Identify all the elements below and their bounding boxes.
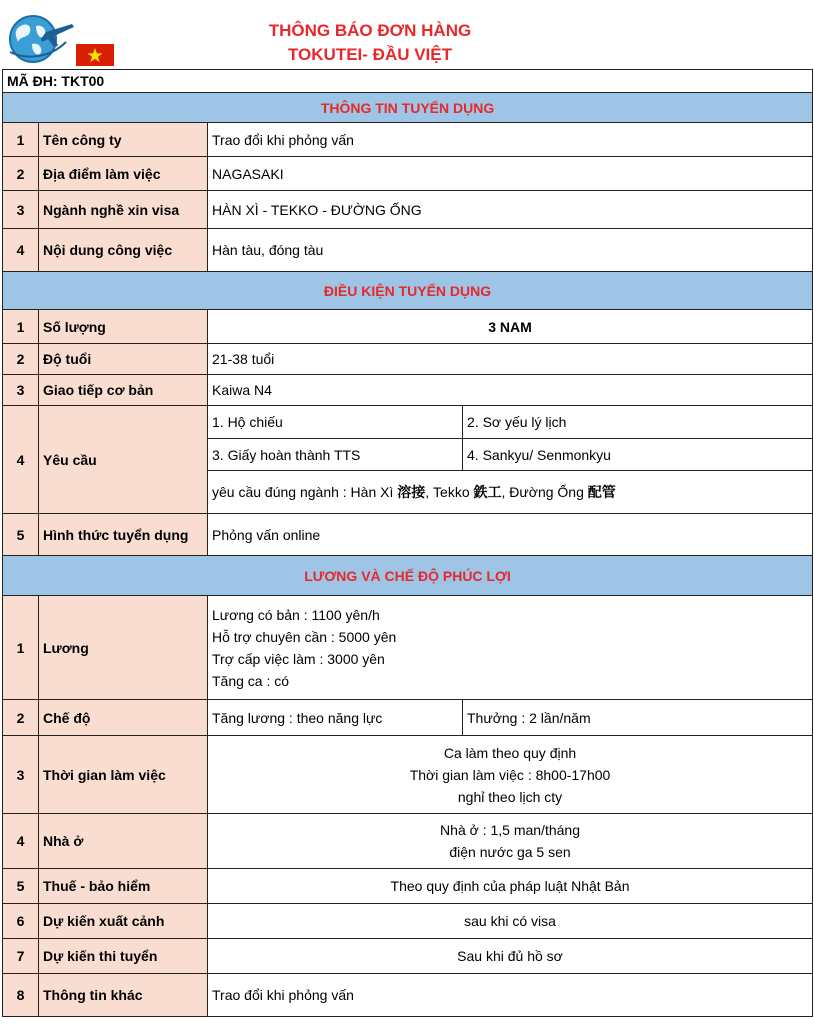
row-number: 2 bbox=[3, 700, 39, 736]
vietnam-flag-icon bbox=[76, 44, 114, 66]
row-value: Trao đổi khi phỏng vấn bbox=[208, 974, 813, 1017]
requirement-text: 溶接 bbox=[397, 485, 426, 501]
row-number: 5 bbox=[3, 514, 39, 556]
order-code: MÃ ĐH: TKT00 bbox=[3, 70, 813, 93]
salary-line: Tăng ca : có bbox=[212, 672, 290, 689]
row-label: Yêu cầu bbox=[39, 406, 208, 514]
housing-line: điện nước ga 5 sen bbox=[449, 844, 571, 860]
section-header-recruitment-info bbox=[3, 93, 813, 123]
worktime-line: nghỉ theo lịch cty bbox=[457, 788, 563, 805]
requirement-item: 1. Hộ chiếu bbox=[208, 406, 463, 439]
row-number: 5 bbox=[3, 869, 39, 904]
table-row bbox=[3, 344, 813, 375]
order-table bbox=[2, 69, 813, 1017]
row-label: Độ tuổi bbox=[39, 344, 208, 375]
table-row bbox=[3, 736, 813, 814]
row-label: Thông tin khác bbox=[39, 974, 208, 1017]
row-number: 2 bbox=[3, 344, 39, 375]
requirement-item: 3. Giấy hoàn thành TTS bbox=[208, 439, 463, 471]
table-row bbox=[3, 700, 813, 736]
salary-line: Trợ cấp việc làm : 3000 yên bbox=[212, 650, 385, 667]
table-row bbox=[3, 406, 813, 439]
row-number: 1 bbox=[3, 123, 39, 157]
row-label: Ngành nghề xin visa bbox=[39, 191, 208, 229]
row-value: NAGASAKI bbox=[208, 157, 813, 191]
requirement-text: , Tekko bbox=[425, 484, 474, 500]
row-number: 4 bbox=[3, 406, 39, 514]
row-number: 2 bbox=[3, 157, 39, 191]
row-number: 1 bbox=[3, 596, 39, 700]
row-number: 4 bbox=[3, 229, 39, 272]
salary-line: Lương có bản : 1100 yên/h bbox=[212, 606, 380, 623]
globe-airplane-icon bbox=[6, 12, 76, 64]
table-row bbox=[3, 191, 813, 229]
row-value: Hàn tàu, đóng tàu bbox=[208, 229, 813, 272]
row-value: HÀN XÌ - TEKKO - ĐƯỜNG ỐNG bbox=[208, 191, 813, 229]
row-value: 21-38 tuổi bbox=[208, 344, 813, 375]
worktime-line: Thời gian làm việc : 8h00-17h00 bbox=[409, 766, 611, 783]
row-label: Dự kiến thi tuyển bbox=[39, 939, 208, 974]
table-row bbox=[3, 310, 813, 344]
row-value bbox=[208, 814, 813, 869]
requirement-item bbox=[208, 471, 813, 514]
row-label: Tên công ty bbox=[39, 123, 208, 157]
row-label: Dự kiến xuất cảnh bbox=[39, 904, 208, 939]
row-value: Kaiwa N4 bbox=[208, 375, 813, 406]
row-value: Thưởng : 2 lần/năm bbox=[463, 700, 813, 736]
section-header-recruitment-conditions bbox=[3, 272, 813, 310]
table-row bbox=[3, 514, 813, 556]
section-title: THÔNG TIN TUYỂN DỤNG bbox=[3, 93, 813, 123]
row-value: Theo quy định của pháp luật Nhật Bản bbox=[208, 869, 813, 904]
row-label: Hình thức tuyển dụng bbox=[39, 514, 208, 556]
housing-line: Nhà ở : 1,5 man/tháng bbox=[440, 822, 580, 838]
row-value: Sau khi đủ hồ sơ bbox=[208, 939, 813, 974]
requirement-text: 配管 bbox=[587, 485, 616, 501]
row-value: Trao đổi khi phỏng vấn bbox=[208, 123, 813, 157]
requirement-item: 2. Sơ yếu lý lịch bbox=[463, 406, 813, 439]
document-header bbox=[0, 0, 814, 68]
row-label: Thuế - bảo hiểm bbox=[39, 869, 208, 904]
table-row bbox=[3, 974, 813, 1017]
table-row bbox=[3, 596, 813, 700]
row-label: Lương bbox=[39, 596, 208, 700]
row-label: Địa điểm làm việc bbox=[39, 157, 208, 191]
requirement-text: yêu cầu đúng ngành : Hàn Xì bbox=[212, 484, 398, 500]
salary-line: Hỗ trợ chuyên cần : 5000 yên bbox=[212, 628, 397, 645]
row-value: 3 NAM bbox=[208, 310, 813, 344]
document-subtitle: TOKUTEI- ĐẦU VIỆT bbox=[287, 45, 453, 64]
row-number: 8 bbox=[3, 974, 39, 1017]
requirement-item: 4. Sankyu/ Senmonkyu bbox=[463, 439, 813, 471]
row-number: 3 bbox=[3, 736, 39, 814]
section-title: LƯƠNG VÀ CHẾ ĐỘ PHÚC LỢI bbox=[3, 556, 813, 596]
row-value bbox=[208, 736, 813, 814]
row-label: Nhà ở bbox=[39, 814, 208, 869]
table-row bbox=[3, 904, 813, 939]
table-row bbox=[3, 869, 813, 904]
row-number: 7 bbox=[3, 939, 39, 974]
document-title: THÔNG BÁO ĐƠN HÀNG bbox=[268, 21, 472, 40]
row-label: Nội dung công việc bbox=[39, 229, 208, 272]
table-row bbox=[3, 814, 813, 869]
row-label: Chế độ bbox=[39, 700, 208, 736]
table-row bbox=[3, 123, 813, 157]
requirement-text: , Đường Ống bbox=[501, 484, 588, 500]
row-value: Phỏng vấn online bbox=[208, 514, 813, 556]
row-number: 3 bbox=[3, 375, 39, 406]
table-row bbox=[3, 939, 813, 974]
order-code-row bbox=[3, 70, 813, 93]
worktime-line: Ca làm theo quy định bbox=[443, 744, 577, 761]
row-number: 6 bbox=[3, 904, 39, 939]
table-row bbox=[3, 157, 813, 191]
row-value: sau khi có visa bbox=[208, 904, 813, 939]
row-number: 4 bbox=[3, 814, 39, 869]
row-value: Tăng lương : theo năng lực bbox=[208, 700, 463, 736]
row-number: 1 bbox=[3, 310, 39, 344]
row-value bbox=[208, 596, 813, 700]
row-label: Số lượng bbox=[39, 310, 208, 344]
row-number: 3 bbox=[3, 191, 39, 229]
table-row bbox=[3, 229, 813, 272]
section-header-salary-benefits bbox=[3, 556, 813, 596]
requirement-text: 鉄工 bbox=[473, 485, 502, 501]
row-label: Thời gian làm việc bbox=[39, 736, 208, 814]
section-title: ĐIỀU KIỆN TUYỂN DỤNG bbox=[3, 272, 813, 310]
row-label: Giao tiếp cơ bản bbox=[39, 375, 208, 406]
table-row bbox=[3, 375, 813, 406]
